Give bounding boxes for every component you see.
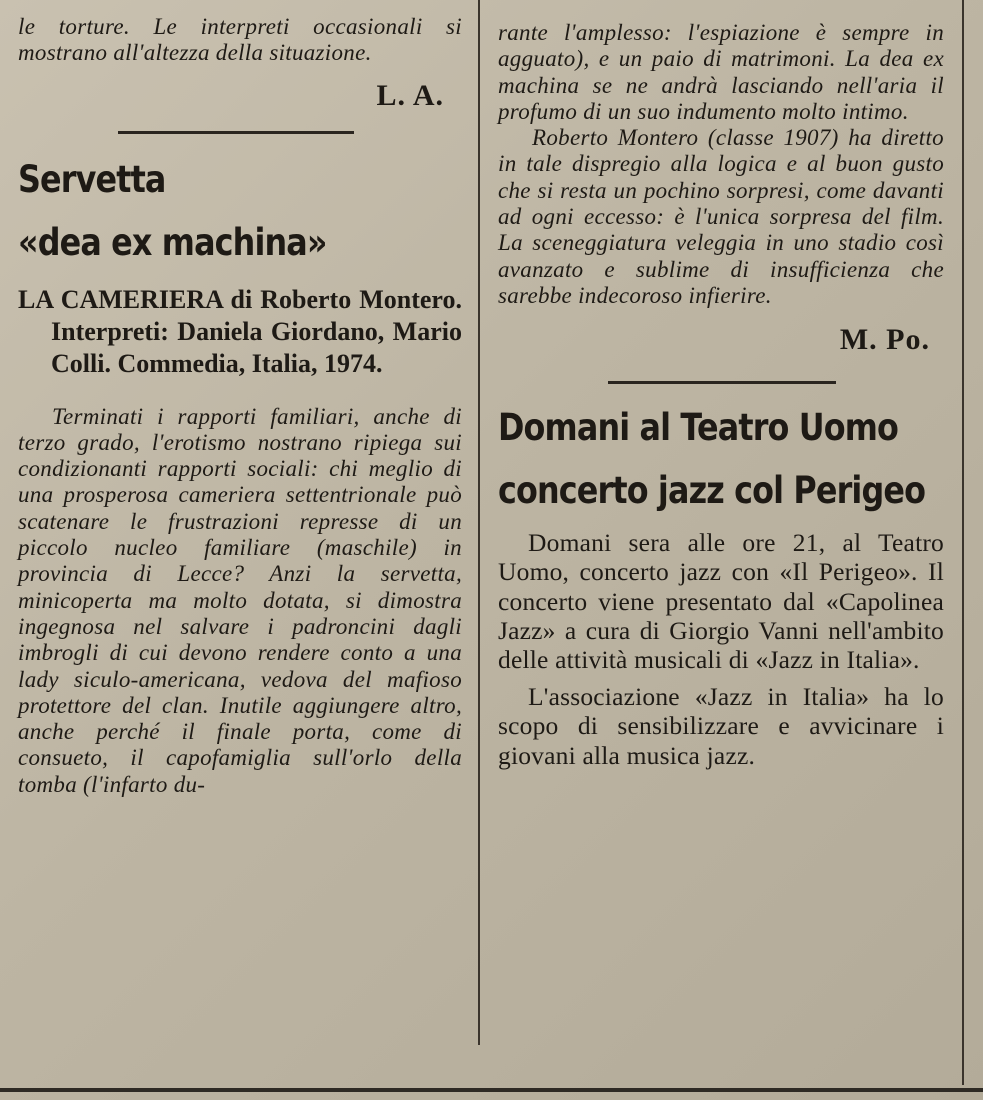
article-separator-right: [608, 381, 836, 384]
article-separator: [118, 131, 354, 134]
previous-review-ending: le torture. Le interpreti occasionali si mostrano all'altezza della situazione.: [18, 14, 462, 66]
right-column: [498, 20, 944, 770]
left-column: [18, 14, 462, 798]
review-credits: LA CAMERIERA di Roberto Montero. Interpreti: Daniela Giordano, Mario Colli. Commedia, Italia, 1974.: [18, 284, 462, 378]
bottom-rule: [0, 1088, 983, 1092]
review-title-line2: «dea ex machina»: [18, 220, 327, 264]
review-body: Terminati i rapporti familiari, anche di terzo grado, l'erotismo nostrano ripiega sui condizionanti rapporti sociali: chi meglio di una prosperosa cameriera settentrionale può scatenare le frustrazioni represse di un piccolo nucleo familiare (maschile) in provincia di Lecce? Anzi la servetta, minicoperta ma molto dotata, si dimostra ingegnosa nel salvare i padroncini dagli imbrogli di cui devono rendere conto a una lady siculo-americana, vedova del mafioso protettore del clan. Inutile aggiungere altro, anche perché il finale porta, come di consueto, il capofamiglia sull'orlo della tomba (l'infarto du-: [18, 403, 462, 797]
news-body-paragraph1: Domani sera alle ore 21, al Teatro Uomo, concerto jazz con «Il Perigeo». Il concerto viene presentato dal «Capolinea Jazz» a cura di Giorgio Vanni nell'ambito delle attività musicali di «Jazz in Italia».: [498, 528, 944, 675]
review-signature: M. Po.: [839, 323, 930, 357]
news-body-paragraph2: L'associazione «Jazz in Italia» ha lo scopo di sensibilizzare e avvicinare i giovani alla musica jazz.: [498, 682, 944, 770]
review-continuation: rante l'amplesso: l'espiazione è sempre in agguato), e un paio di matrimoni. La dea ex machina se ne andrà lasciando nell'aria il profumo di un suo indumento molto intimo.: [498, 20, 944, 124]
news-title-line1: Domani al Teatro Uomo: [498, 406, 899, 450]
review-title-line1: Servetta: [18, 157, 166, 201]
previous-review-signature: L. A.: [376, 78, 444, 112]
review-continuation-2: Roberto Montero (classe 1907) ha diretto in tale dispregio alla logica e al buon gusto che si resta un pochino sorpresi, come davanti ad ogni eccesso: è l'unica sorpresa del film. La sceneggiatura veleggia in uno stadio così avanzato e sublime di insufficienza che sarebbe indecoroso infierire.: [498, 125, 944, 308]
right-edge-rule: [962, 0, 964, 1085]
column-divider: [478, 0, 480, 1045]
news-title-line2: concerto jazz col Perigeo: [498, 469, 926, 513]
